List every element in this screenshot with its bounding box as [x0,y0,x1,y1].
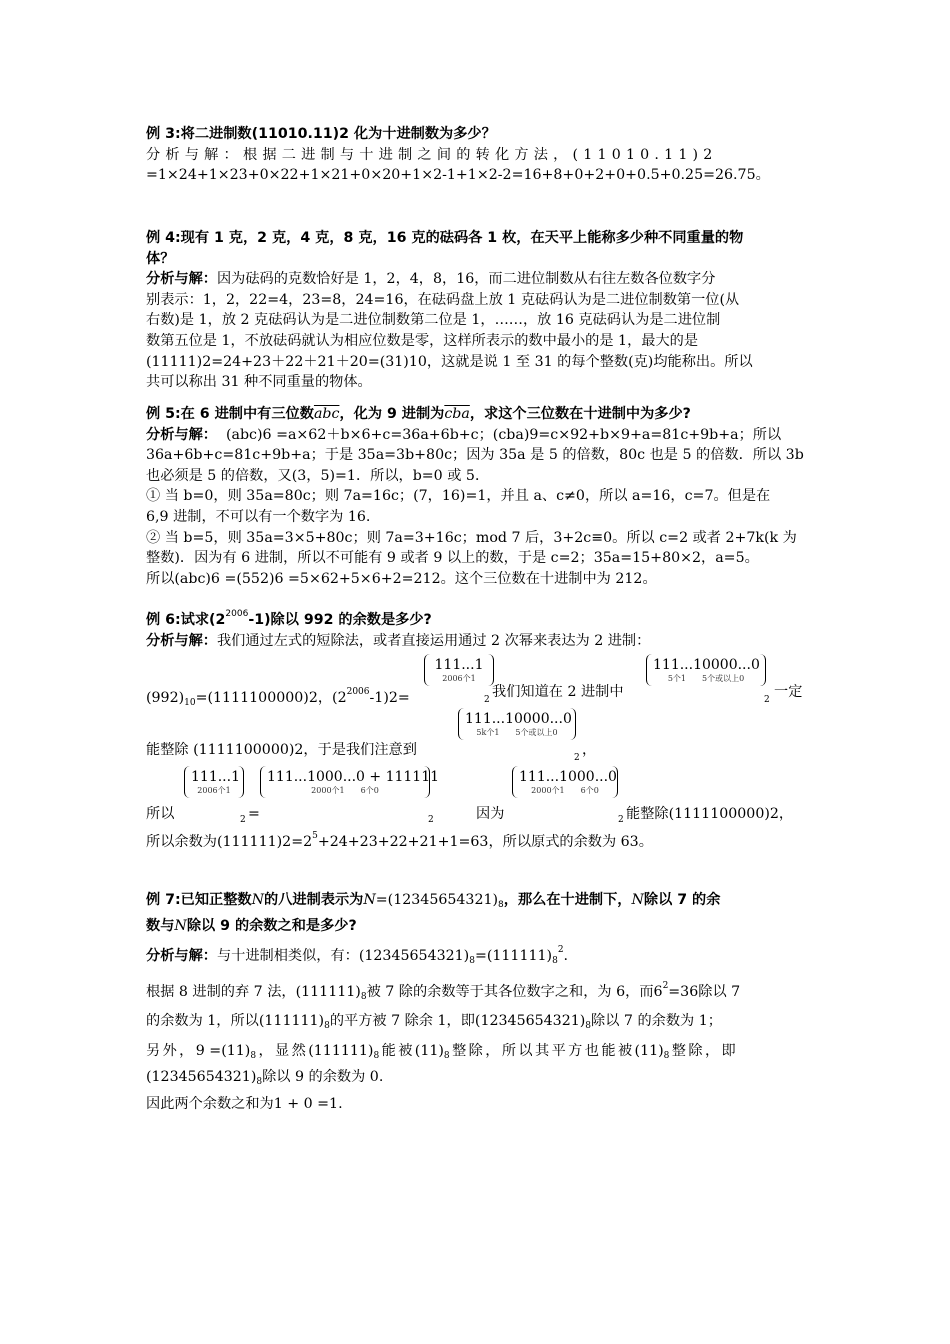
example-4-title-2: 体？ [146,250,175,267]
example-7-line-6: 因此两个余数之和为1 + 0 =1. [146,1096,343,1113]
example-5-line-8: 所以(abc)6 =(552)6 =5×62+5×6+2=212。这个三位数在十进制中为 212。 [146,570,657,587]
matrix-5-ones-zeros: 111...10000...0 5个1 5个或以上0 [646,654,766,686]
analysis-label: 分析与解： [146,948,217,965]
example-7-title-2: 数与N除以 9 的余数之和是多少? [146,917,357,934]
example-5-line-4: ① 当 b=0，则 35a=80c；则 7a=16c；(7，16)=1，并且 a、c≠0，所以 a=16，c=7。但是在 [146,488,771,505]
example-5-title: 例 5:在 6 进制中有三位数$\overline{abc}$，化为 9 进制为$\overline{cba}$，求这个三位数在十进制中为多少? [146,404,806,425]
example-5-line-5: 6,9 进制，不可以有一个数字为 16. [146,508,371,525]
example-6-row-4: 所以 111...1 2006个1 2 = 111...1000...0 + 111111 2000个1 6个0 2 因为 111...1000...0 2000个1 6个0 2 能整除(1111100000)2， [146,760,808,826]
example-4-line-5: (11111)2=24+23＋22＋21＋20=(31)10，这就是说 1 至 31 的每个整数(克)均能称出。所以 [146,353,753,370]
example-4 [146,228,806,393]
cba-overline: $\overline{cba}$ [444,406,470,422]
example-7 [146,890,806,1115]
example-4-line-4: 数第五位是 1，不放砝码就认为相应位数是零，这样所表示的数中最小的是 1，最大的是 [146,332,699,349]
example-3-line-2: =1×24+1×23+0×22+1×21+0×20+1×2-1+1×2-2=16+8+0+2+0+0.5+0.25=26.75。 [146,167,770,184]
example-4-line-2: 别表示：1，2，22=4，23=8，24=16，在砝码盘上放 1 克砝码认为是二进位制数第一位(从 [146,291,740,308]
example-5-line-1: 分析与解： (abc)6 =a×62＋b×6+c=36a+6b+c；(cba)9=c×92+b×9+a=81c+9b+a；所以 [146,426,782,443]
example-5-line-6: ② 当 b=5，则 35a=3×5+80c；则 7a=3+16c；mod 7 后，3+2c≡0。所以 c=2 或者 2+7k(k 为 [146,529,797,546]
example-3 [146,124,806,186]
analysis-label: 分析与解： [146,426,217,443]
example-7-line-2: 根据 8 进制的弃 7 法，$(111111)_8$被 7 除的余数等于其各位数字之和，为 6，而$6^2=36$除以 7 [146,980,741,1002]
example-4-line-6: 共可以称出 31 种不同重量的物体。 [146,374,372,391]
analysis-label: 分析与解： [146,632,217,649]
example-6-row-3: 能整除 (1111100000)2，于是我们注意到 111...10000...0 5k个1 5个或以上0 2 ， [146,704,808,762]
example-7-title-1: 例 7:已知正整数N的八进制表示为$N=(12345654321)_8$，那么在十进制下，N除以 7 的余 [146,892,721,910]
example-7-line-3: 的余数为 1，所以$(111111)_8$的平方被 7 除余 1，即$(12345654321)_8$除以 7 的余数为 1； [146,1013,722,1032]
example-7-line-1: 分析与解：与十进制相类似，有：$(12345654321)_8=(111111)_8^2$. [146,945,569,967]
example-4-title-1: 例 4:现有 1 克，2 克，4 克，8 克，16 克的砝码各 1 枚，在天平上能称多少种不同重量的物 [146,230,744,246]
example-6-conclusion: 所以余数为$(111111)2=2^5+24+23+22+21+1=63$，所以原式的余数为 63。 [146,831,653,850]
example-6-line-1: 分析与解：我们通过左式的短除法，或者直接运用通过 2 次幂来表达为 2 进制： [146,632,651,649]
example-7-line-5: $(12345654321)_8$除以 9 的余数为 0. [146,1068,384,1087]
example-5-line-7: 整数)．因为有 6 进制，所以不可能有 9 或者 9 以上的数，于是 c=2；35a=15+80×2，a=5。 [146,550,759,567]
example-7-line-4: 另外，$9 =(11)_8$，显然$(111111)_8$能被$(11)_8$整除，所以其平方也能被$(11)_8$整除，即 [146,1042,739,1061]
matrix-2000-ones-zeros: 111...1000...0 2000个1 6个0 [512,766,618,798]
example-5-line-2: 36a+6b+c=81c+9b+a；于是 35a=3b+80c；因为 35a 是 5 的倍数，80c 也是 5 的倍数．所以 3b [146,447,804,464]
example-6-row-2: $(992)_{10}=(1111100000)2$，$(2^{2006}-1)2=$ 111...1 2006个1 2 我们知道在 2 进制中 111...10000...0 5个1 5个或以上0 2 一定 [146,648,808,712]
analysis-label: 分析与解： [146,271,217,288]
example-5-line-3: 也必须是 5 的倍数，又(3，5)=1．所以，b=0 或 5． [146,467,490,484]
abc-overline: $\overline{abc}$ [313,406,340,422]
matrix-2006-ones: 111...1 2006个1 [424,654,494,686]
matrix-5k-ones-zeros: 111...10000...0 5k个1 5个或以上0 [458,708,576,740]
example-4-line-1: 分析与解：因为砝码的克数恰好是 1，2，4，8，16，而二进位制数从右往左数各位数字分 [146,271,716,288]
example-3-line-1: 分析与解：根据二进制与十进制之间的转化方法，(11010.11)2 [146,146,718,163]
example-4-line-3: 右数)是 1，放 2 克砝码认为是二进位制数第二位是 1，……，放 16 克砝码认为是二进位制 [146,312,721,329]
example-5 [146,404,806,589]
example-6 [146,604,806,651]
matrix-2000-ones-plus: 111...1000...0 + 111111 2000个1 6个0 [260,766,430,798]
matrix-2006-ones-left: 111...1 2006个1 [184,766,244,798]
example-3-title: 例 3:将二进制数(11010.11)2 化为十进制数为多少？ [146,126,496,142]
example-6-title: 例 6:试求$(2^{2006}-1)$除以 992 的余数是多少? [146,609,432,628]
